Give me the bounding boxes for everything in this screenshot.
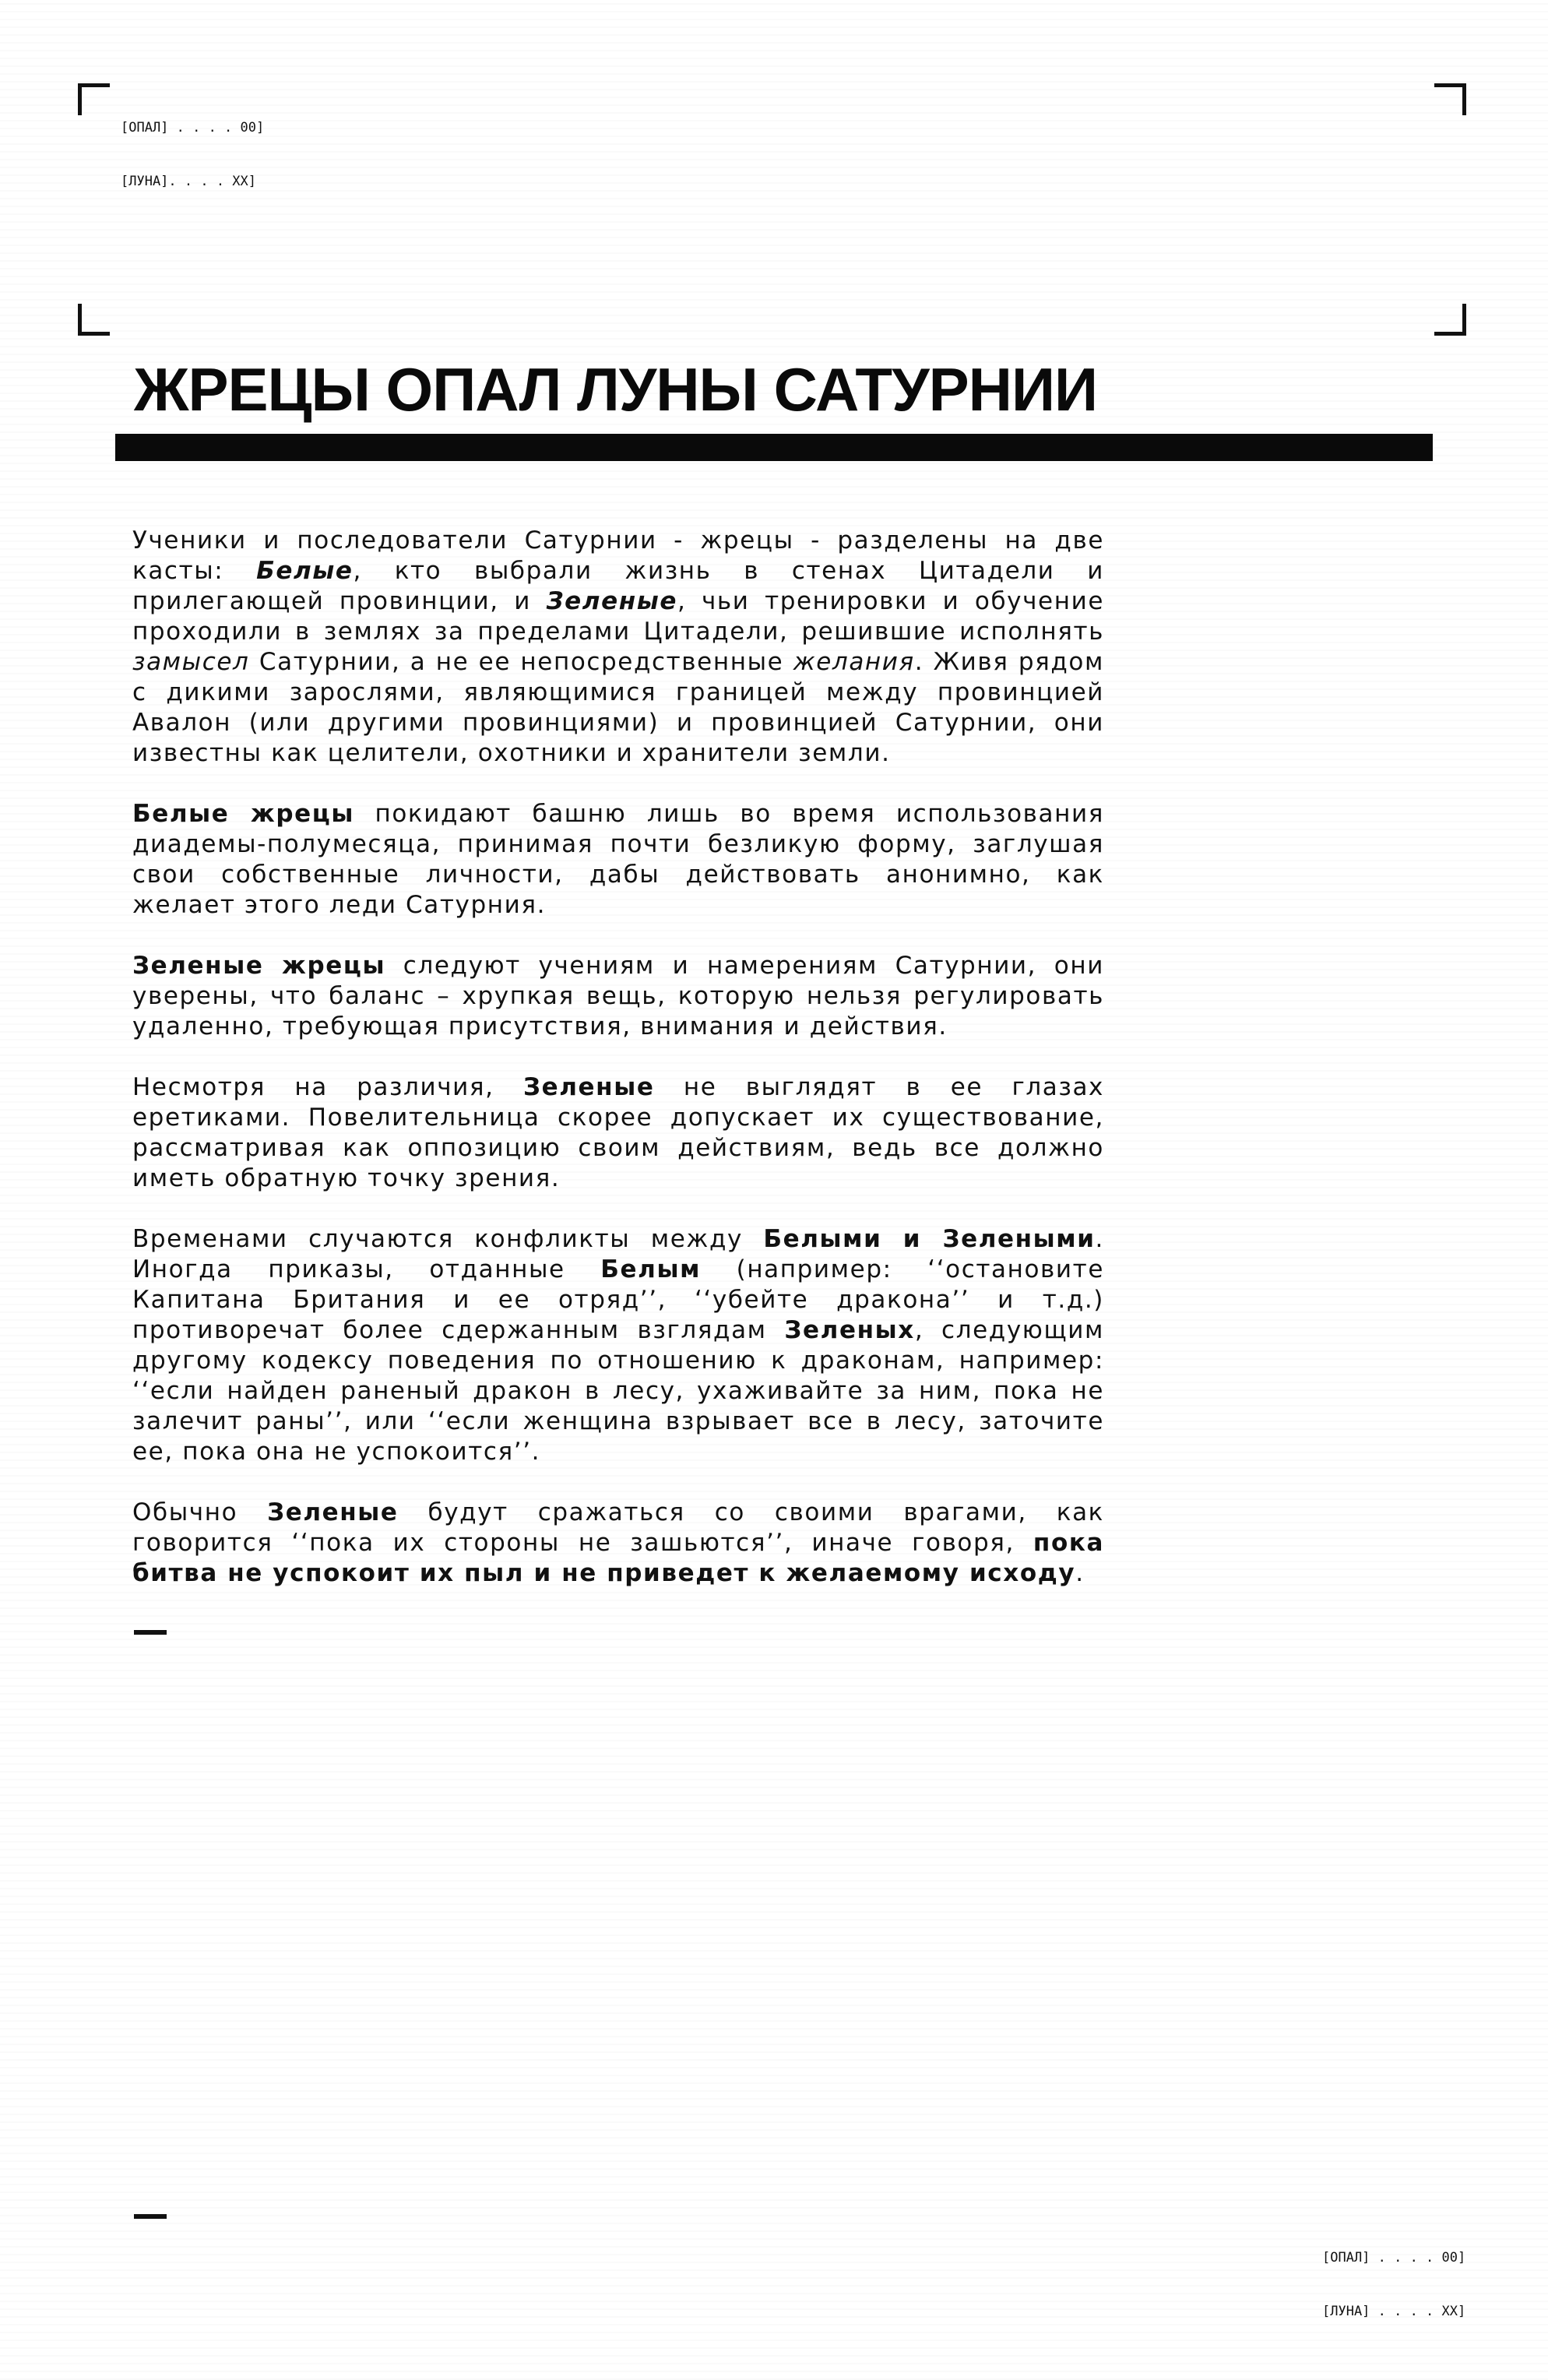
text: .: [1075, 1559, 1085, 1587]
term-green: Зеленых: [784, 1316, 915, 1344]
text: Сатурнии, а не ее непосредственные: [249, 648, 793, 676]
emphasis-outcome: пока битва не успокоит их пыл и не приведет к желаемому исходу: [132, 1529, 1104, 1587]
term-white-and-green: Белыми и Зелеными: [763, 1225, 1096, 1253]
text: . Иногда приказы, отданные: [132, 1225, 1105, 1283]
paragraph-white-priests: [132, 799, 1104, 921]
header-meta-line1: [ОПАЛ] . . . . 00]: [121, 120, 265, 136]
footer-meta: [1322, 2213, 1465, 2339]
term-design: замысел: [132, 648, 250, 676]
paragraph-conflicts: [132, 1224, 1104, 1467]
term-white: Белым: [600, 1255, 702, 1283]
corner-mark-top-right: [1434, 83, 1466, 115]
term-green: Зеленые: [267, 1498, 399, 1526]
text: Ученики и последователи Сатурнии - жрецы - разделены на две касты:: [132, 526, 1104, 585]
paragraph-differences: [132, 1072, 1104, 1194]
text: не выглядят в ее глазах еретиками. Повелительница скорее допускает их существование, рассматривая как оппозицию своим действиям, ведь все должно иметь обратную точку зрения.: [132, 1073, 1104, 1192]
paragraph-green-priests: [132, 951, 1104, 1042]
footer-meta-line1: [ОПАЛ] . . . . 00]: [1322, 2250, 1466, 2266]
footer-dash: [134, 2214, 167, 2219]
paragraph-fighting: [132, 1498, 1104, 1589]
text: Обычно: [132, 1498, 268, 1526]
corner-mark-bottom-right: [1434, 304, 1466, 336]
title-underline-bar: [115, 434, 1433, 461]
text: , следующим другому кодексу поведения по отношению к драконам, например: ‘‘если найден раненый дракон в лесу, ухаживайте за ним, пока не залечит раны’’, или ‘‘если женщина взрывает все в лесу, заточите ее, пока она не успокоится’’.: [132, 1316, 1104, 1466]
text: , чьи тренировки и обучение проходили в землях за пределами Цитадели, решившие исполнять: [132, 587, 1104, 646]
text: . Живя рядом с дикими зарослями, являющимися границей между провинцией Авалон (или другими провинциями) и провинцией Сатурнии, они известны как целители, охотники и хранители земли.: [132, 648, 1104, 767]
term-green-priests: Зеленые жрецы: [132, 952, 386, 980]
corner-mark-bottom-left: [78, 304, 110, 336]
article-body: [132, 526, 1104, 1619]
text: следуют учениям и намерениям Сатурнии, они уверены, что баланс – хрупкая вещь, которую нельзя регулировать удаленно, требующая присутствия, внимания и действия.: [132, 952, 1104, 1040]
term-green: Зеленые: [546, 587, 678, 615]
paragraph-castes: [132, 526, 1104, 769]
term-white-priests: Белые жрецы: [132, 800, 354, 828]
text: (например: ‘‘остановите Капитана Британия и ее отряд’’, ‘‘убейте дракона’’ и т.д.) противоречат более сдержанным взглядам: [132, 1255, 1105, 1344]
section-end-dash: [134, 1630, 167, 1635]
page-title: ЖРЕЦЫ ОПАЛ ЛУНЫ САТУРНИИ: [134, 355, 1098, 424]
term-green: Зеленые: [523, 1073, 655, 1101]
text: Несмотря на различия,: [132, 1073, 523, 1101]
text: будут сражаться со своими врагами, как говорится ‘‘пока их стороны не зашьются’’, иначе говоря,: [132, 1498, 1104, 1557]
text: покидают башню лишь во время использования диадемы-полумесяца, принимая почти безликую форму, заглушая свои собственные личности, дабы действовать анонимно, как желает этого леди Сатурния.: [132, 800, 1104, 919]
term-white: Белые: [256, 557, 354, 585]
header-meta: [121, 83, 264, 209]
header-meta-line2: [ЛУНА]. . . . XX]: [121, 174, 256, 189]
text: Временами случаются конфликты между: [132, 1225, 764, 1253]
footer-meta-line2: [ЛУНА] . . . . XX]: [1322, 2304, 1466, 2319]
text: , кто выбрали жизнь в стенах Цитадели и прилегающей провинции, и: [132, 557, 1104, 615]
corner-mark-top-left: [78, 83, 110, 115]
term-desires: желания: [793, 648, 915, 676]
